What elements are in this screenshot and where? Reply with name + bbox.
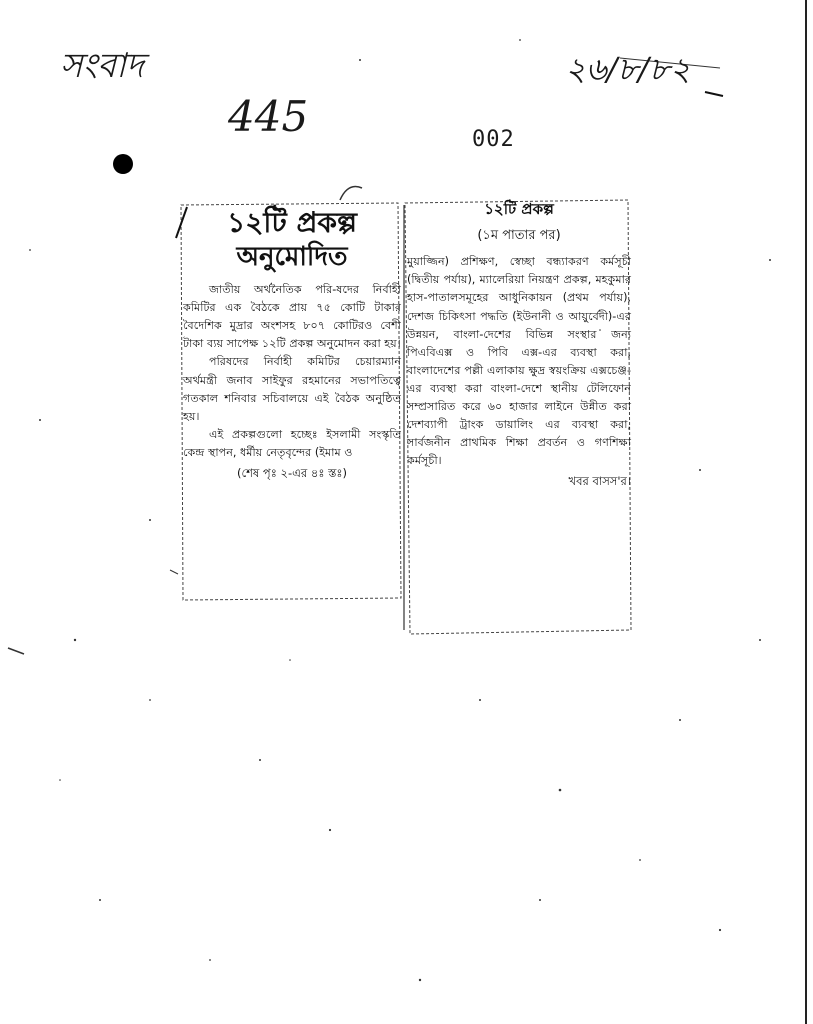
punch-hole-mark [113, 154, 133, 174]
headline-line1: ১২টি প্রকল্প [227, 206, 357, 239]
date-annotation: ২৬/৮/৮২ [565, 50, 691, 88]
article-clipping-right [407, 199, 631, 631]
article-paragraph: পরিষদের নির্বাহী কমিটির চেয়ারম্যান অর্থমন্ত্রী জনাব সাইফুর রহমানের সভাপতিত্বে গতকাল শনিবার সচিবালয়ে এই বৈঠক অনুষ্ঠিত হয়। [183, 355, 401, 423]
continuation-subhead: (১ম পাতার পর) [477, 228, 561, 244]
article-paragraph: জাতীয় অর্থনৈতিক পরি-ষদের নির্বাহী কমিটির এক বৈঠকে প্রায় ৭৫ কোটি টাকার বৈদেশিক মুদ্রার অংশসহ ৮০৭ কোটিরও বেশী টাকা ব্যয় সাপেক্ষ ১২টি প্রকল্প অনুমোদন করা হয়। [183, 283, 401, 351]
continuation-headline: ১২টি প্রকল্প [484, 200, 554, 218]
page-code: 002 [472, 127, 515, 152]
file-number-annotation: 445 [228, 92, 309, 141]
headline-line2: অনুমোদিত [236, 242, 348, 273]
continuation-note: (শেষ পৃঃ ২-এর ৪ঃ স্তঃ) [236, 466, 348, 481]
article-clipping-left [183, 201, 401, 599]
article-paragraph: মুয়াজ্জিন) প্রশিক্ষণ, স্বেচ্ছা বন্ধ্যাকরণ কর্মসূচী (দ্বিতীয় পর্যায়), ম্যালেরিয়া নিয়ন্ত্রণ প্রকল্প, মহকুমার হাস-পাতালসমূহের আধুনিকায়ন (প্রথম পর্যায়), দেশজ চিকিৎসা পদ্ধতি (ইউনানী ও আয়ুর্বেদী)-এর উন্নয়ন, বাংলা-দেশের বিভিন্ন সংস্থার জন্য পিএবিএক্স ও পিবি এক্স-এর ব্যবস্থা করা, বাংলাদেশের পল্লী এলাকায় ক্ষুদ্র স্বয়ংক্রিয় এক্সচেঞ্জ-এর ব্যবস্থা করা বাংলা-দেশে স্থানীয় টেলিফোন সম্প্রসারিত করে ৬০ হাজার লাইনে উন্নীত করা দেশব্যাপী ট্রাংক ডায়ালিং এর ব্যবস্থা করা, সার্বজনীন প্রাথমিক শিক্ষা প্রবর্তন ও গণশিক্ষা কর্মসূচী। [407, 255, 631, 468]
source-annotation: সংবাদ [60, 46, 144, 86]
news-agency-credit: খবর বাসস'র। [568, 474, 631, 489]
article-paragraph: এই প্রকল্পগুলো হচ্ছেঃ ইসলামী সংস্কৃতি কেন্দ্র স্থাপন, ধর্মীয় নেতৃবৃন্দের (ইমাম ও [183, 427, 401, 459]
